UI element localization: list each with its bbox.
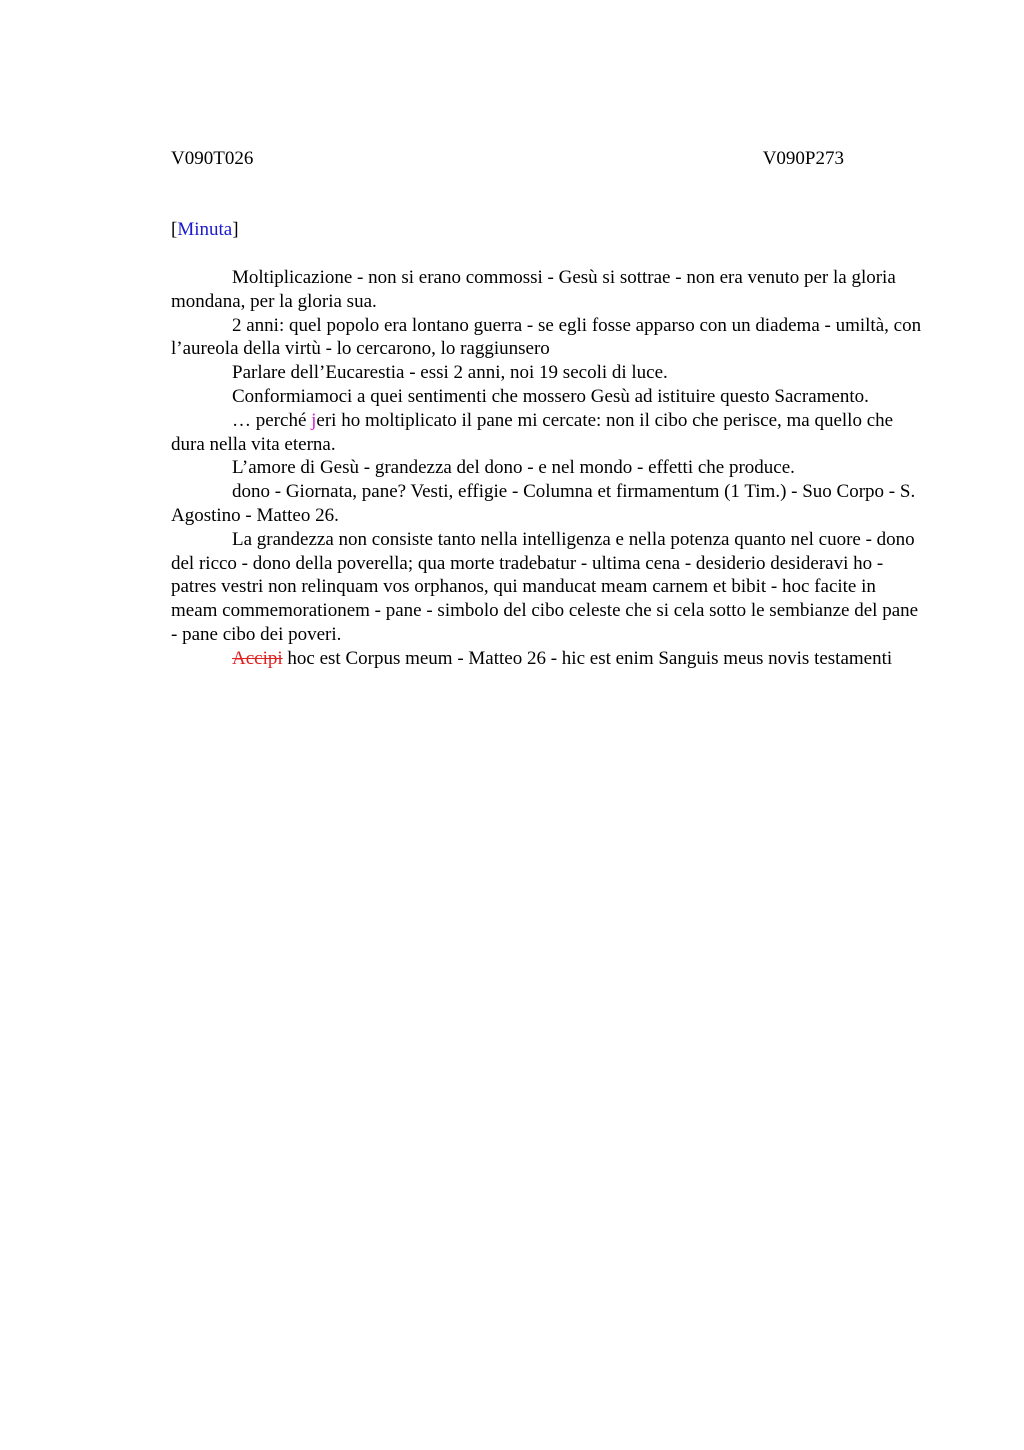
- paragraph-9-text: hoc est Corpus meum - Matteo 26 - hic est enim Sanguis meus novis testamenti: [282, 647, 893, 669]
- paragraph-3: Parlare dell’Eucarestia - essi 2 anni, noi 19 secoli di luce.: [232, 362, 668, 384]
- document-code: V090T026: [171, 148, 254, 169]
- struck-word: Accipi: [232, 647, 283, 669]
- paragraph-8: La grandezza non consiste tanto nella intelligenza e nella potenza quanto nel cuore - dono del ricco - dono della poverella; qua morte tradebatur - ultima cena - desiderio desideravi ho - patres vestri non relinquam vos orphanos, qui manducat meam carnem et bibit - hoc facite in meam commemorationem - pane - simbolo del cibo celeste che si cela sotto le sembianze del pane - pane cibo dei poveri.: [171, 528, 919, 645]
- paragraph-2: 2 anni: quel popolo era lontano guerra - se egli fosse apparso con un diadema - umiltà, con l’aureola della virtù - lo cercarono, lo raggiunsero: [171, 314, 922, 360]
- close-bracket: ]: [232, 219, 239, 240]
- paragraph-9: [171, 647, 925, 671]
- paragraph-7: dono - Giornata, pane? Vesti, effigie - Columna et firmamentum (1 Tim.) - Suo Corpo - S. Agostino - Matteo 26.: [171, 481, 916, 526]
- paragraph-1: Moltiplicazione - non si erano commossi - Gesù si sottrae - non era venuto per la gloria mondana, per la gloria sua.: [171, 267, 896, 312]
- minuta-label: Minuta: [177, 219, 233, 240]
- paragraph-4: Conformiamoci a quei sentimenti che mossero Gesù ad istituire questo Sacramento.: [232, 385, 869, 407]
- section-label: [171, 218, 239, 242]
- open-bracket: [: [171, 219, 178, 240]
- paragraph-5-start: … perché: [232, 409, 312, 431]
- page-code: V090P273: [762, 148, 844, 169]
- paragraph-6: L’amore di Gesù - grandezza del dono - e nel mondo - effetti che produce.: [232, 457, 795, 479]
- page-header: [171, 147, 844, 171]
- paragraph-5-end: eri ho moltiplicato il pane mi cercate: non il cibo che perisce, ma quello che dura nella vita eterna.: [171, 409, 894, 455]
- document-body: [171, 266, 925, 671]
- paragraph-5: [171, 409, 925, 457]
- inserted-letter: j: [311, 409, 317, 431]
